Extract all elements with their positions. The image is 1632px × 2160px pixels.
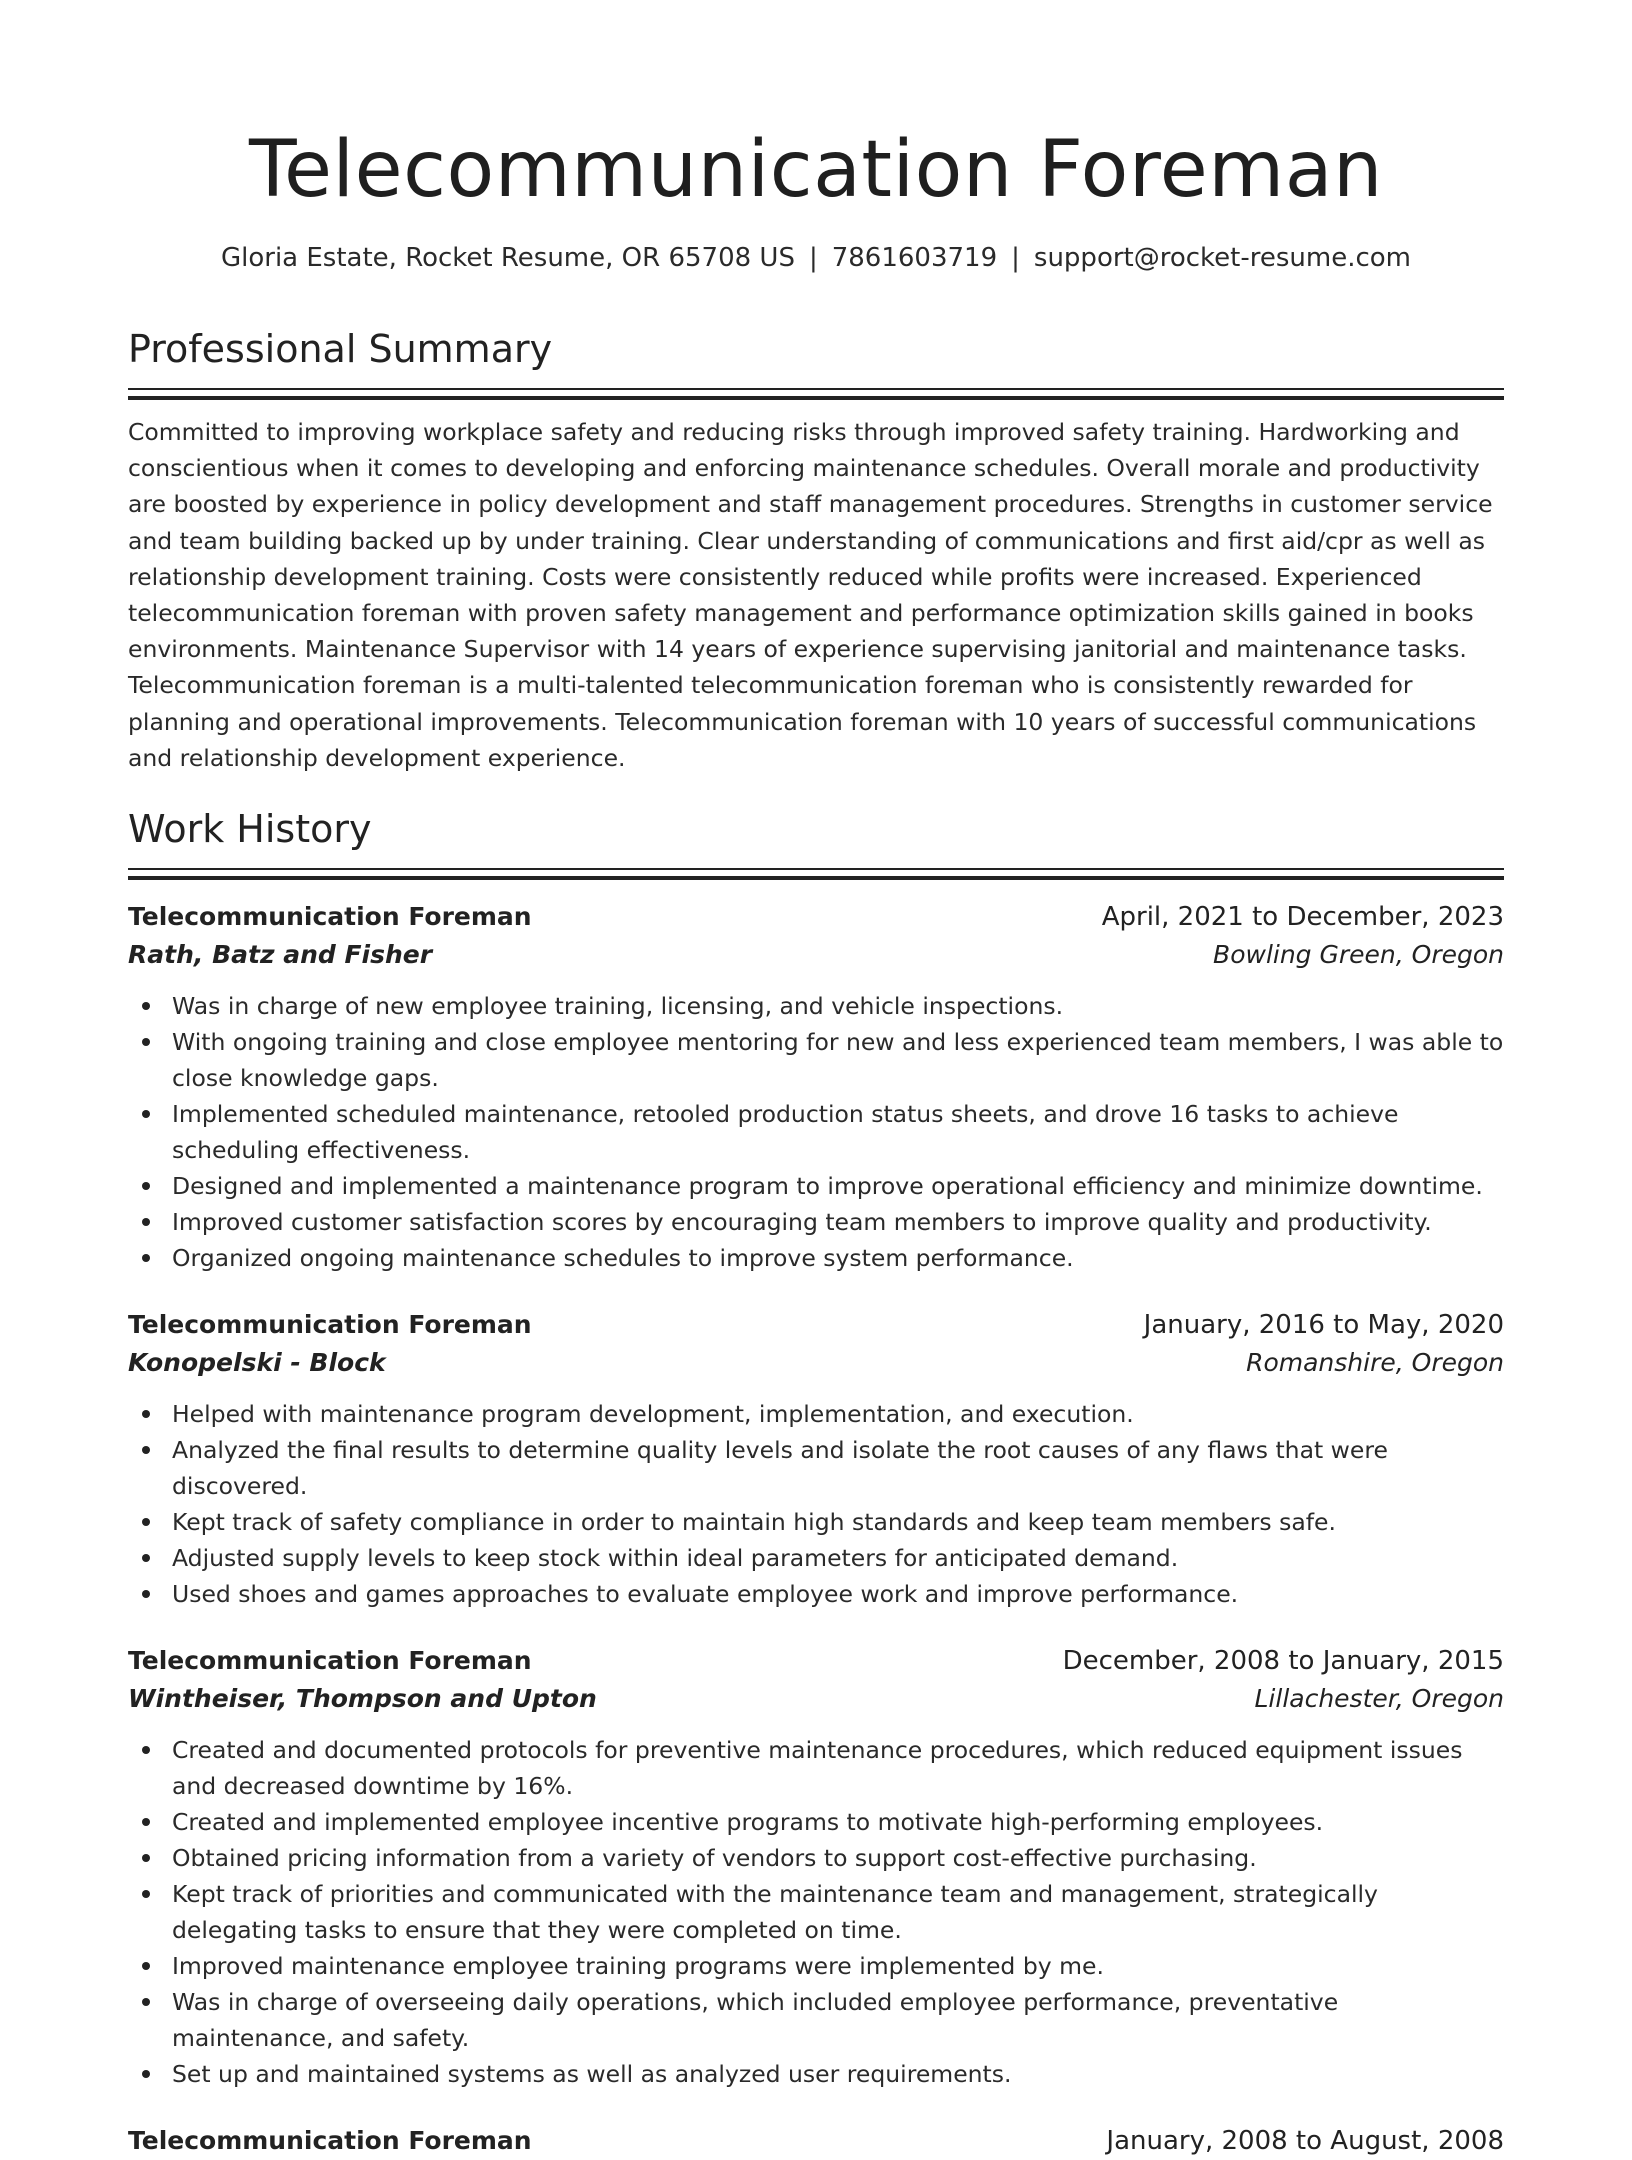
work-history-section xyxy=(128,804,1504,2160)
job-dates: December, 2008 to January, 2015 xyxy=(1062,1646,1504,1677)
job-title: Telecommunication Foreman xyxy=(128,1646,532,1676)
job-bullet: Kept track of safety compliance in order to maintain high standards and keep team members safe. xyxy=(172,1504,1504,1540)
summary-paragraph: Committed to improving workplace safety and reducing risks through improved safety training. Hardworking and conscientious when it comes to developing and enforcing maintenance schedules. Overall morale and productivity are boosted by experience in policy development and staff management procedures. Strengths in customer service and team building backed up by under training. Clear understanding of communications and first aid/cpr as well as relationship development training. Costs were consistently reduced while profits were increased. Experienced telecommunication foreman with proven safety management and performance optimization skills gained in books environments. Maintenance Supervisor with 14 years of experience supervising janitorial and maintenance tasks. Telecommunication foreman is a multi-talented telecommunication foreman who is consistently rewarded for planning and operational improvements. Telecommunication foreman with 10 years of successful communications and relationship development experience. xyxy=(128,418,1493,772)
job-dates: January, 2008 to August, 2008 xyxy=(1106,2126,1504,2157)
job-bullet: Helped with maintenance program development, implementation, and execution. xyxy=(172,1396,1504,1432)
section-heading: Professional Summary xyxy=(128,327,553,371)
job-entry xyxy=(128,1642,1504,2092)
job-bullet: Obtained pricing information from a variety of vendors to support cost-effective purchasing. xyxy=(172,1840,1504,1876)
job-location: Bowling Green, Oregon xyxy=(1213,940,1504,970)
job-bullet: Set up and maintained systems as well as analyzed user requirements. xyxy=(172,2056,1504,2092)
job-company-row xyxy=(128,936,1504,974)
job-bullet-list xyxy=(128,1396,1504,1612)
job-company: Wintheiser, Thompson and Upton xyxy=(128,1684,597,1714)
section-heading: Work History xyxy=(128,807,372,852)
contact-email: support@rocket-resume.com xyxy=(1033,243,1412,273)
job-bullet: Created and implemented employee incentive programs to motivate high-performing employees. xyxy=(172,1804,1504,1840)
resume-name-heading: Telecommunication Foreman xyxy=(249,125,1383,215)
section-divider xyxy=(128,868,1504,880)
job-title-row xyxy=(128,1642,1504,1680)
resume-page xyxy=(128,0,1504,2160)
job-bullet: Adjusted supply levels to keep stock within ideal parameters for anticipated demand. xyxy=(172,1540,1504,1576)
contact-address: Gloria Estate, Rocket Resume, OR 65708 US xyxy=(220,243,795,273)
job-dates: January, 2016 to May, 2020 xyxy=(1143,1310,1504,1341)
job-dates: April, 2021 to December, 2023 xyxy=(1101,902,1504,933)
job-bullet: Created and documented protocols for preventive maintenance procedures, which reduced equipment issues and decreased downtime by 16%. xyxy=(172,1732,1504,1804)
job-location: Romanshire, Oregon xyxy=(1246,1348,1504,1378)
job-bullet: Used shoes and games approaches to evaluate employee work and improve performance. xyxy=(172,1576,1504,1612)
job-title: Telecommunication Foreman xyxy=(128,2126,532,2156)
job-location: Lillachester, Oregon xyxy=(1254,1684,1504,1714)
job-company: Konopelski - Block xyxy=(128,1348,386,1378)
contact-separator: | xyxy=(1011,243,1020,273)
job-bullet-list xyxy=(128,1732,1504,2092)
professional-summary-section xyxy=(128,324,1504,776)
job-title-row xyxy=(128,2122,1504,2160)
job-bullet-list xyxy=(128,988,1504,1276)
job-bullet: Organized ongoing maintenance schedules to improve system performance. xyxy=(172,1240,1504,1276)
job-company-row xyxy=(128,1680,1504,1718)
contact-line xyxy=(128,240,1504,276)
job-bullet: Implemented scheduled maintenance, retooled production status sheets, and drove 16 tasks to achieve scheduling effectiveness. xyxy=(172,1096,1504,1168)
section-divider xyxy=(128,388,1504,400)
job-bullet: Improved maintenance employee training programs were implemented by me. xyxy=(172,1948,1504,1984)
job-title-row xyxy=(128,898,1504,936)
job-title-row xyxy=(128,1306,1504,1344)
job-bullet: Was in charge of new employee training, licensing, and vehicle inspections. xyxy=(172,988,1504,1024)
job-title: Telecommunication Foreman xyxy=(128,902,532,932)
job-entry xyxy=(128,2122,1504,2160)
job-list xyxy=(128,898,1504,2160)
job-bullet: Analyzed the final results to determine quality levels and isolate the root causes of any flaws that were discovered. xyxy=(172,1432,1504,1504)
job-bullet: Was in charge of overseeing daily operations, which included employee performance, preventative maintenance, and safety. xyxy=(172,1984,1504,2056)
job-bullet: With ongoing training and close employee mentoring for new and less experienced team members, I was able to close knowledge gaps. xyxy=(172,1024,1504,1096)
job-bullet: Improved customer satisfaction scores by encouraging team members to improve quality and productivity. xyxy=(172,1204,1504,1240)
job-entry xyxy=(128,898,1504,1276)
job-company: Rath, Batz and Fisher xyxy=(128,940,433,970)
job-entry xyxy=(128,1306,1504,1612)
job-bullet: Kept track of priorities and communicated with the maintenance team and management, strategically delegating tasks to ensure that they were completed on time. xyxy=(172,1876,1504,1948)
contact-phone: 7861603719 xyxy=(831,243,998,273)
contact-separator: | xyxy=(808,243,818,273)
job-company-row xyxy=(128,1344,1504,1382)
job-bullet: Designed and implemented a maintenance program to improve operational efficiency and minimize downtime. xyxy=(172,1168,1504,1204)
job-title: Telecommunication Foreman xyxy=(128,1310,532,1340)
